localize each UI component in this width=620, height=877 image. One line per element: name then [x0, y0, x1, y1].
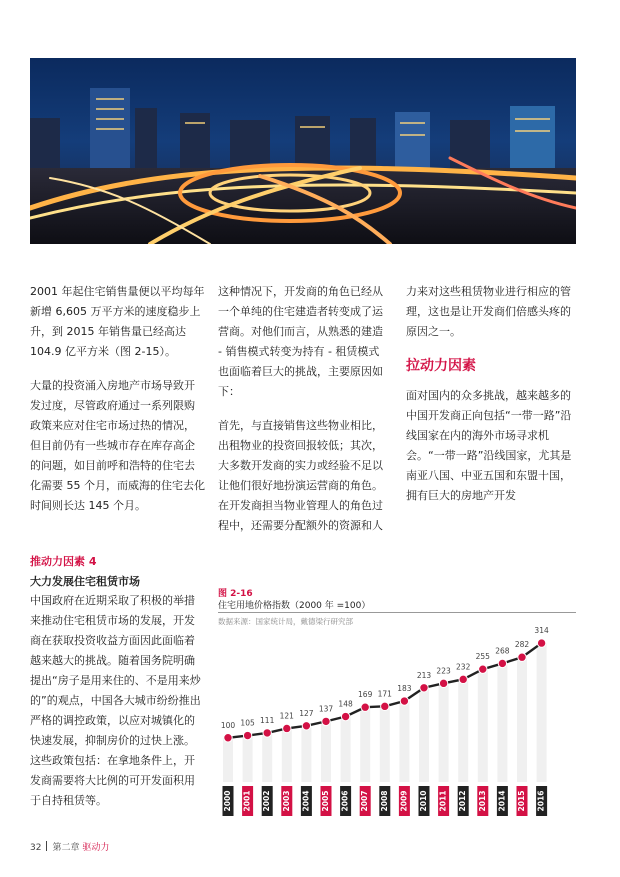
data-point: [322, 717, 330, 725]
data-point: [400, 697, 408, 705]
column-2: [218, 282, 390, 550]
data-bar: [458, 679, 468, 782]
data-label: 171: [377, 689, 392, 699]
x-tick-label: 2012: [458, 790, 468, 812]
footer-divider: [46, 841, 47, 851]
x-tick-label: 2001: [242, 790, 252, 812]
paragraph: 大量的投资涌入房地产市场导致开发过度，尽管政府通过一系列限购政策来应对住宅市场过热的情况，但目前仍有一些城市存在库存高企的问题，如目前呼和浩特的住宅去化需要 55 个月，而威海的住宅去化时间则长达 145 个月。: [30, 379, 205, 512]
paragraph: 面对国内的众多挑战，越来越多的中国开发商正向包括“一带一路”沿线国家在内的海外市场寻求机会。“一带一路”沿线国家，尤其是南亚八国、中亚五国和东盟十国，拥有巨大的房地产开发: [406, 389, 572, 502]
data-bar: [360, 707, 370, 782]
data-label: 183: [397, 684, 412, 694]
data-point: [498, 659, 506, 667]
chapter-label: 第二章: [52, 843, 80, 853]
data-point: [283, 724, 291, 732]
data-bar: [478, 669, 488, 782]
data-label: 232: [456, 662, 471, 672]
data-point: [381, 702, 389, 710]
x-tick-label: 2003: [281, 790, 291, 812]
page-number: 32: [30, 843, 42, 853]
data-label: 169: [358, 690, 373, 700]
data-label: 137: [318, 704, 334, 714]
paragraph: 2001 年起住宅销售量便以平均每年新增 6,605 万平方米的速度稳步上升，到 2015 年销售量已经高达 104.9 亿平方米（图 2-15）。: [30, 285, 205, 358]
data-point: [224, 734, 232, 742]
column-1-bottom: [30, 553, 205, 825]
data-bar: [439, 683, 449, 782]
data-bar: [517, 657, 527, 782]
data-point: [479, 665, 487, 673]
figure-source: 数据来源：国家统计局，戴德梁行研究部: [218, 617, 353, 626]
data-bar: [301, 726, 311, 782]
x-tick-label: 2006: [340, 790, 350, 812]
data-point: [459, 675, 467, 683]
data-bar: [282, 728, 292, 782]
x-tick-label: 2005: [321, 790, 330, 812]
paragraph: 首先，与直接销售这些物业相比，出租物业的投资回报较低；其次，大多数开发商的实力或经验不足以让他们很好地扮演运营商的角色。在开发商担当物业管理人的角色过程中，还需要分配额外的资源和人: [218, 419, 383, 532]
x-tick-label: 2000: [223, 790, 232, 812]
data-bar: [399, 701, 409, 782]
x-tick-label: 2010: [419, 790, 428, 812]
paragraph: 中国政府在近期采取了积极的举措来推动住宅租赁市场的发展，开发商在获取投资收益方面因此面临着越来越大的挑战。随着国务院明确提出“房子是用来住的、不是用来炒的”的观点，中国各大城市纷纷推出严格的调控政策，以应对城镇化的快速发展，抑制房价的过快上涨。这些政策包括：在拿地条件上，开发商需要将大比例的可开发面积用于自持租赁等。: [30, 594, 201, 807]
paragraph: 力来对这些租赁物业进行相应的管理，这也是让开发商们倍感头疼的原因之一。: [406, 285, 571, 338]
x-tick-label: 2002: [262, 790, 272, 812]
data-label: 100: [220, 720, 236, 730]
figure-title: 住宅用地价格指数（2000 年 =100）: [218, 601, 371, 611]
column-1-top: [30, 282, 205, 530]
data-label: 105: [240, 718, 255, 728]
data-label: 111: [260, 715, 275, 725]
data-point: [263, 729, 271, 737]
section-subheading: 大力发展住宅租赁市场: [30, 575, 140, 588]
x-tick-label: 2016: [536, 790, 546, 812]
data-bar: [223, 738, 233, 782]
x-tick-label: 2013: [477, 790, 487, 812]
data-label: 282: [514, 640, 530, 650]
x-tick-label: 2007: [360, 790, 370, 812]
data-point: [361, 703, 369, 711]
data-point: [518, 653, 526, 661]
data-label: 314: [534, 626, 549, 636]
data-bar: [419, 688, 429, 782]
data-label: 268: [495, 646, 510, 656]
x-tick-label: 2004: [301, 790, 311, 812]
page-footer: [30, 840, 109, 853]
x-tick-label: 2009: [399, 790, 409, 812]
data-point: [439, 679, 447, 687]
column-3: [406, 282, 578, 520]
data-bar: [497, 663, 507, 782]
x-tick-label: 2015: [517, 790, 526, 812]
data-point: [243, 731, 251, 739]
x-tick-label: 2014: [497, 790, 507, 812]
data-point: [420, 684, 428, 692]
chapter-title: 驱动力: [82, 843, 110, 853]
data-bar: [341, 717, 351, 782]
paragraph: 这种情况下，开发商的角色已经从一个单纯的住宅建造者转变成了运营商。对他们而言，从熟悉的建造 - 销售模式转变为持有 - 租赁模式也面临着巨大的挑战，主要原因如下：: [218, 285, 383, 398]
land-price-index-chart: [218, 626, 560, 822]
data-point: [302, 722, 310, 730]
data-bar: [537, 643, 547, 782]
data-label: 121: [279, 711, 294, 721]
data-label: 213: [416, 670, 432, 680]
data-label: 255: [475, 652, 490, 662]
data-point: [537, 639, 545, 647]
data-bar: [321, 721, 331, 782]
data-label: 148: [338, 699, 353, 709]
x-tick-label: 2008: [379, 790, 389, 812]
data-label: 127: [299, 708, 314, 718]
data-label: 223: [436, 666, 451, 676]
section-label: 推动力因素 4: [30, 555, 97, 568]
data-bar: [262, 733, 272, 782]
data-bar: [380, 706, 390, 782]
x-tick-label: 2011: [438, 790, 448, 812]
data-bar: [243, 736, 253, 782]
figure-number: 图 2-16: [218, 589, 253, 599]
data-point: [341, 712, 349, 720]
figure-divider: [218, 612, 576, 613]
section-heading: 拉动力因素: [406, 358, 476, 374]
city-interchange-photo: [30, 58, 576, 244]
